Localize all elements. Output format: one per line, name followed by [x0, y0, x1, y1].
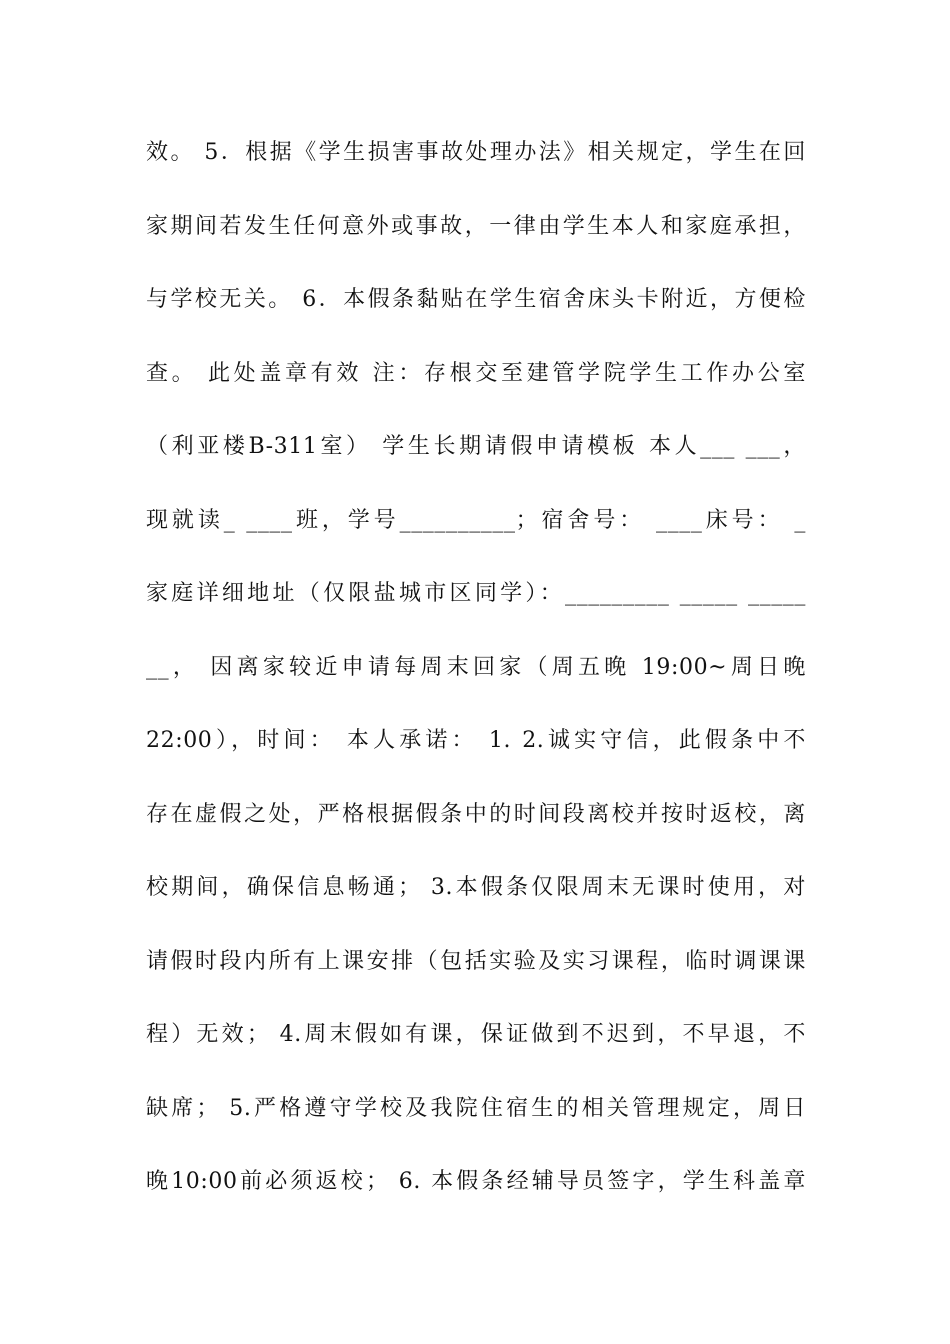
text-line: 与学校无关。 6．本假条黏贴在学生宿舍床头卡附近，方便检 — [146, 287, 806, 312]
text-line: 家期间若发生任何意外或事故，一律由学生本人和家庭承担， — [146, 213, 806, 239]
text-line: 查。 此处盖章有效 注：存根交至建管学院学生工作办公室 — [146, 360, 806, 386]
text-line: 程）无效； 4.周末假如有课，保证做到不迟到，不早退，不 — [146, 1022, 806, 1047]
text-line: 效。 5．根据《学生损害事故处理办法》相关规定，学生在回 — [146, 140, 806, 165]
text-line: 校期间，确保信息畅通； 3.本假条仅限周末无课时使用，对 — [146, 875, 806, 900]
body-text — [146, 132, 806, 1235]
text-line: 晚10:00前必须返校； 6. 本假条经辅导员签字，学生科盖章 — [146, 1169, 806, 1194]
text-line: 请假时段内所有上课安排（包括实验及实习课程，临时调课课 — [146, 948, 806, 974]
text-line: 家庭详细地址（仅限盐城市区同学）：_________ _____ _____ — [146, 581, 806, 606]
text-line: 存在虚假之处，严格根据假条中的时间段离校并按时返校，离 — [146, 801, 806, 827]
text-line: （利亚楼B-311室） 学生长期请假申请模板 本人___ ___， — [146, 434, 806, 459]
text-line: 现就读_ ____班，学号__________；宿舍号： ____床号： _ — [146, 507, 806, 533]
text-line: 22:00），时间： 本人承诺： 1. 2.诚实守信，此假条中不 — [146, 728, 806, 753]
text-line: __， 因离家较近申请每周末回家（周五晚 19:00~周日晚 — [146, 654, 806, 680]
text-line: 缺席； 5.严格遵守学校及我院住宿生的相关管理规定，周日 — [146, 1095, 806, 1121]
